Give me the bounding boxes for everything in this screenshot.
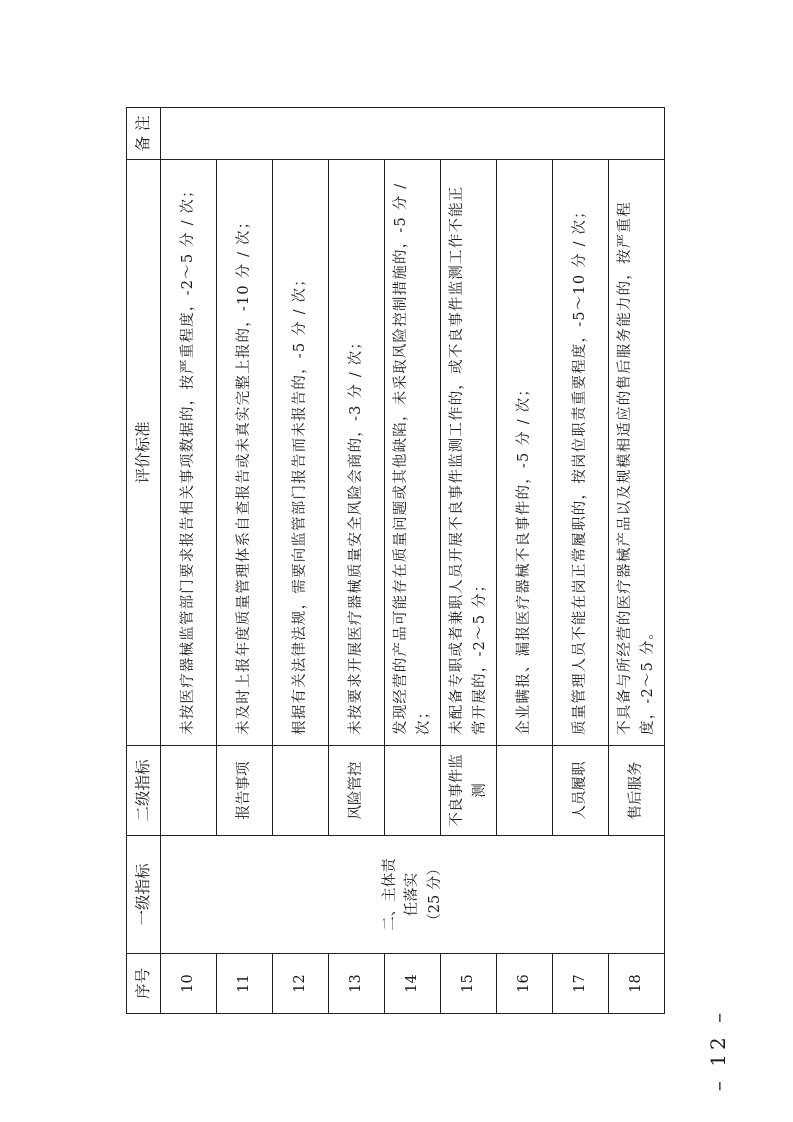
row-num: 12 (273, 954, 329, 1014)
header-criteria: 评价标准 (127, 160, 161, 746)
level2-cell: 人员履职 (553, 746, 609, 836)
note-cell (161, 108, 665, 160)
level2-cell: 报告事项 (217, 746, 273, 836)
page-number-container (698, 1010, 738, 1090)
criteria-cell: 未及时上报年度质量管理体系自查报告或未真实完整上报的，-10 分 / 次； (217, 160, 273, 746)
row-num: 11 (217, 954, 273, 1014)
criteria-cell: 未配备专职或者兼职人员开展不良事件监测工作的，或不良事件监测工作不能正常开展的，-2～5 分； (441, 160, 497, 746)
criteria-cell: 根据有关法律法规，需要向监管部门报告而未报告的，-5 分 / 次； (273, 160, 329, 746)
criteria-cell: 质量管理人员不能在岗正常履职的，按岗位职责重要程度，-5～10 分 / 次； (553, 160, 609, 746)
row-num: 16 (497, 954, 553, 1014)
header-num: 序号 (127, 954, 161, 1014)
evaluation-table (126, 107, 665, 1014)
criteria-cell: 企业瞒报、漏报医疗器械不良事件的，-5 分 / 次； (497, 160, 553, 746)
header-level1: 一级指标 (127, 836, 161, 954)
table-header-row (127, 108, 161, 1014)
header-level2: 二级指标 (127, 746, 161, 836)
level2-cell (273, 746, 329, 836)
page-number: – 12 – (706, 1008, 730, 1092)
row-num: 14 (385, 954, 441, 1014)
row-num: 18 (609, 954, 665, 1014)
level2-cell (385, 746, 441, 836)
row-num: 17 (553, 954, 609, 1014)
level2-cell (497, 746, 553, 836)
row-num: 10 (161, 954, 217, 1014)
level2-cell: 售后服务 (609, 746, 665, 836)
level2-cell: 不良事件监测 (441, 746, 497, 836)
table-row (161, 108, 217, 1014)
criteria-cell: 不具备与所经营的医疗器械产品以及规模相适应的售后服务能力的，按严重程度，-2～5 分。 (609, 160, 665, 746)
level1-line: 二、主体责 (381, 858, 398, 931)
level2-cell: 风险管控 (329, 746, 385, 836)
level1-cell (161, 836, 665, 954)
criteria-cell: 发现经营的产品可能存在质量问题或其他缺陷，未采取风险控制措施的，-5 分 / 次； (385, 160, 441, 746)
row-num: 13 (329, 954, 385, 1014)
header-note: 备 注 (127, 108, 161, 160)
level1-line: （25 分） (426, 861, 443, 928)
evaluation-table-rotated (126, 108, 660, 1014)
level1-line: 任落实 (404, 872, 421, 917)
criteria-cell: 未按要求开展医疗器械质量安全风险会商的，-3 分 / 次； (329, 160, 385, 746)
level2-cell (161, 746, 217, 836)
row-num: 15 (441, 954, 497, 1014)
criteria-cell: 未按医疗器械监管部门要求报告相关事项数据的，按严重程度，-2～5 分 / 次； (161, 160, 217, 746)
